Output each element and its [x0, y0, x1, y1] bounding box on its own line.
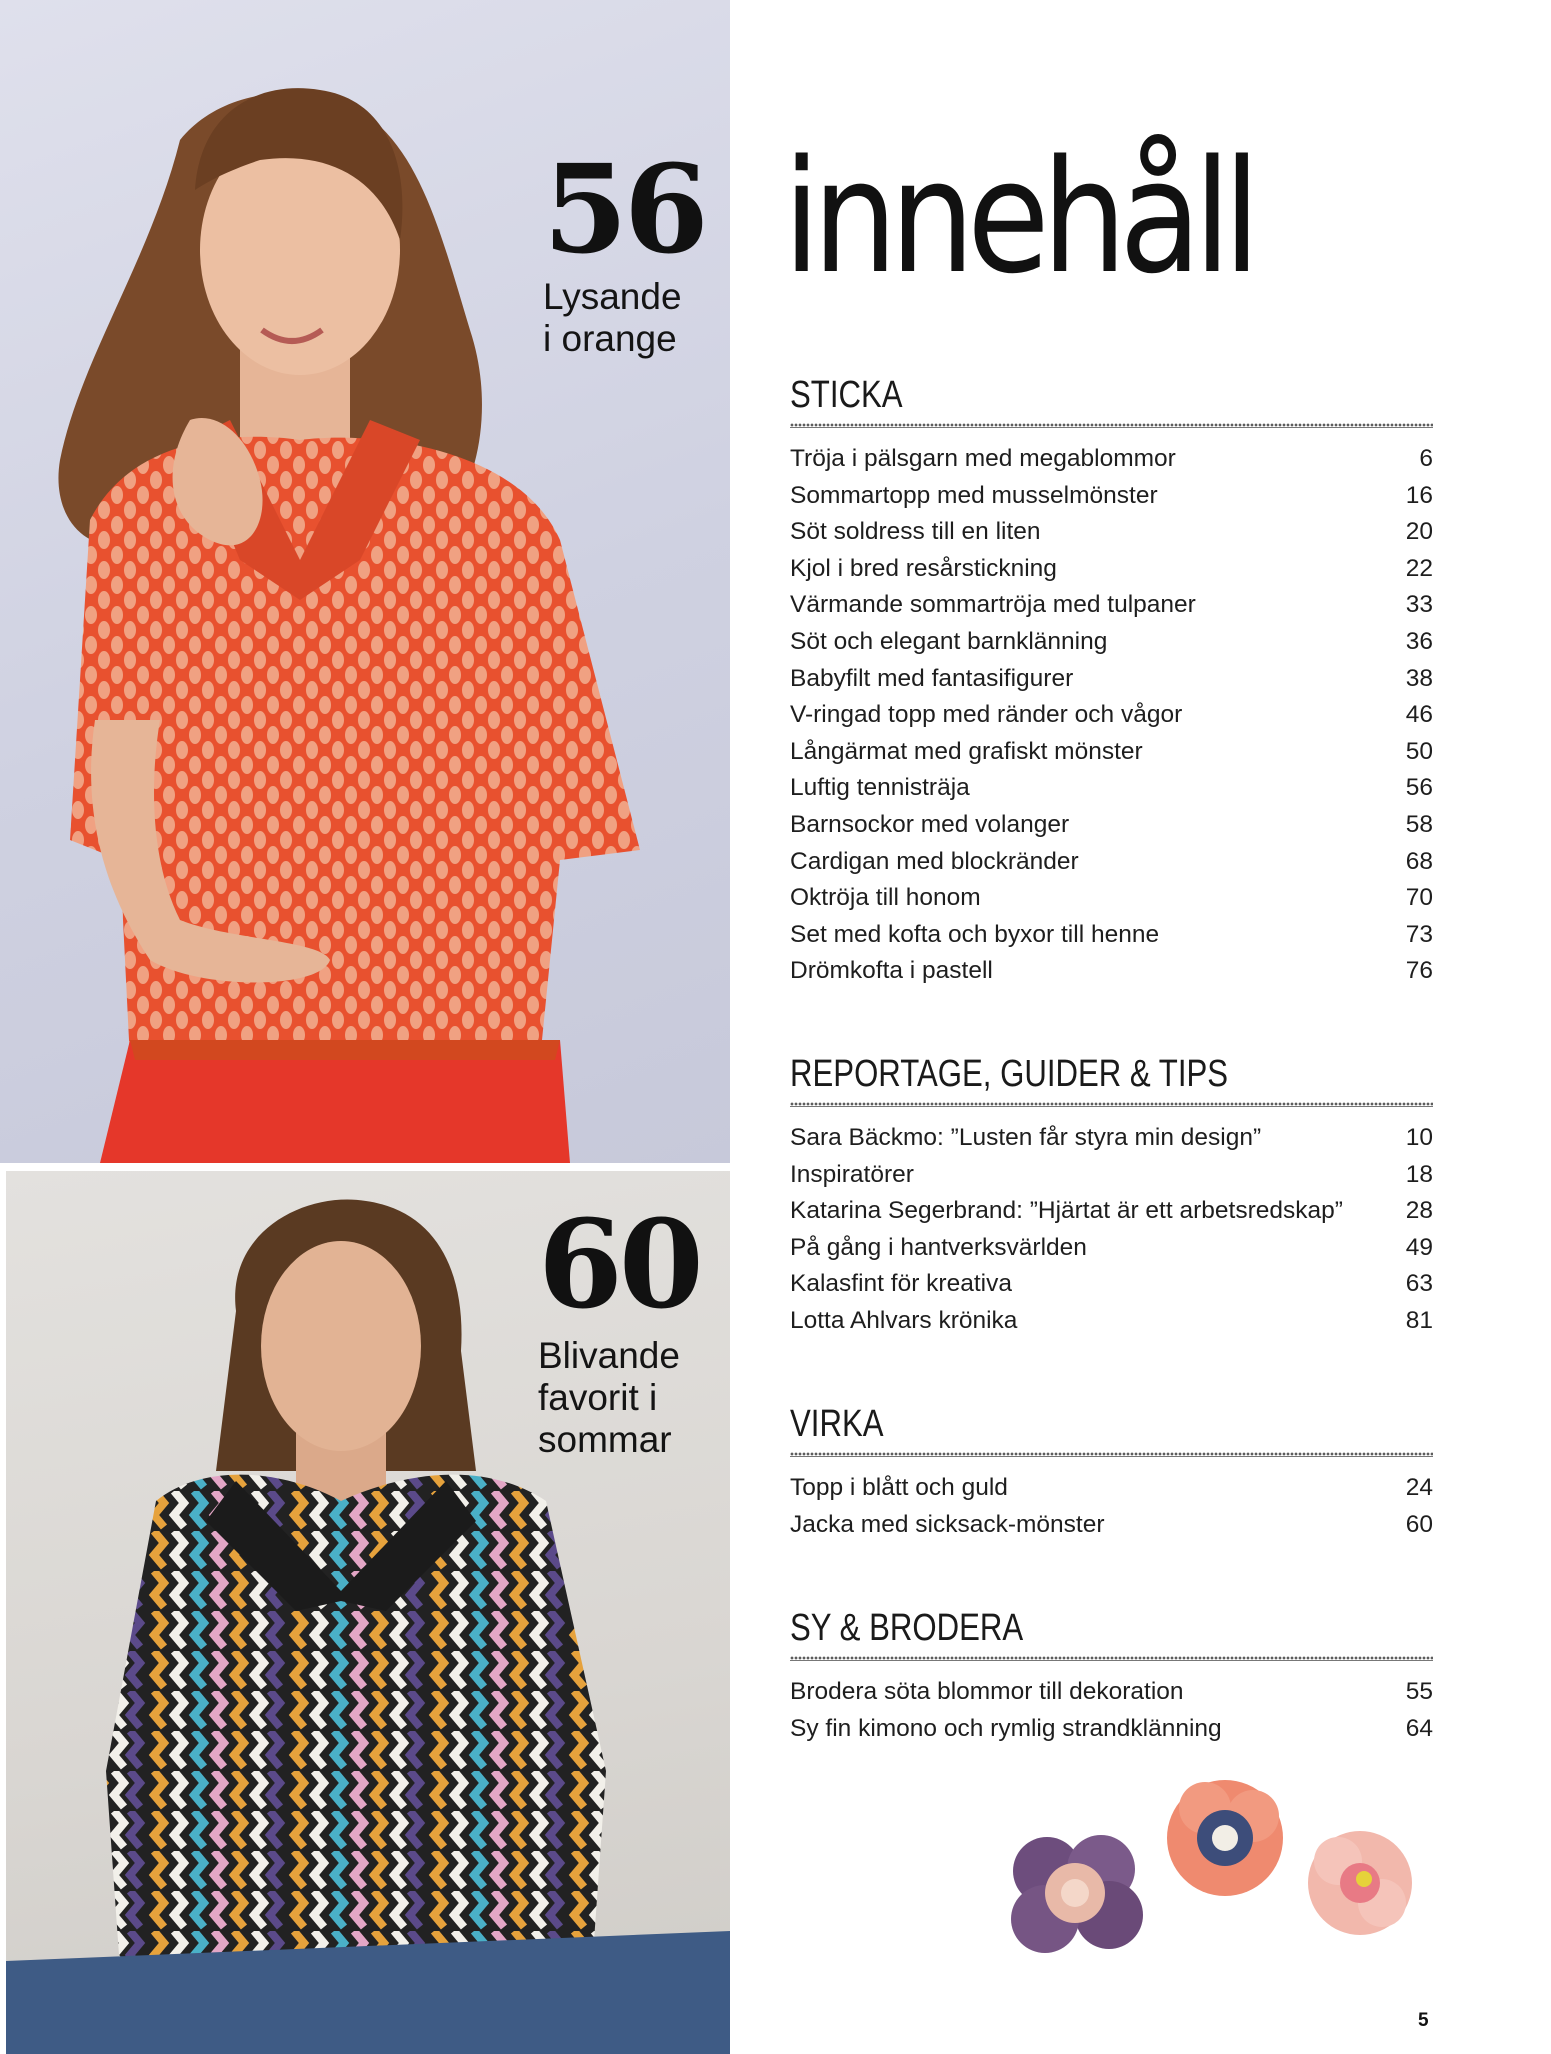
section-sticka [790, 374, 1433, 994]
entry-title: Sommartopp med musselmönster [790, 481, 1158, 509]
toc-entry[interactable] [790, 1270, 1433, 1307]
entry-title: Inspiratörer [790, 1160, 914, 1188]
entry-page: 6 [1419, 445, 1433, 472]
toc-entry[interactable] [790, 1474, 1433, 1511]
toc-entry[interactable] [790, 921, 1433, 958]
section-heading: VIRKA [790, 1403, 884, 1445]
entry-page: 22 [1405, 554, 1433, 582]
toc-entry[interactable] [790, 628, 1433, 665]
entry-page: 10 [1405, 1124, 1433, 1151]
toc-entry[interactable] [790, 445, 1433, 482]
entry-page: 16 [1405, 481, 1433, 509]
entry-title: På gång i hantverksvärlden [790, 1233, 1087, 1261]
entry-title: Luftig tennisträja [790, 774, 970, 802]
entry-title: Brodera söta blommor till dekoration [790, 1678, 1184, 1705]
section-virka [790, 1403, 1433, 1547]
toc-entry[interactable] [790, 1715, 1433, 1752]
entry-title: Katarina Segerbrand: ”Hjärtat är ett arbetsredskap” [790, 1197, 1343, 1225]
section-heading: REPORTAGE, GUIDER & TIPS [790, 1053, 1229, 1095]
entry-page: 24 [1405, 1474, 1433, 1501]
entry-page: 70 [1405, 884, 1433, 912]
toc-entry[interactable] [790, 1197, 1433, 1234]
entry-title: Långärmat med grafiskt mönster [790, 737, 1143, 765]
entry-title: Tröja i pälsgarn med megablommor [790, 445, 1176, 472]
entry-title: Sy fin kimono och rymlig strandklänning [790, 1714, 1222, 1742]
toc-entry[interactable] [790, 518, 1433, 555]
section-reportage [790, 1053, 1433, 1344]
feature-60 [538, 1192, 700, 1462]
page-title: innehåll [783, 126, 1253, 308]
entry-page: 58 [1405, 810, 1433, 838]
dotted-divider [790, 422, 1433, 428]
entry-title: Lotta Ahlvars krönika [790, 1306, 1018, 1334]
toc-entry[interactable] [790, 848, 1433, 885]
dotted-divider [790, 1655, 1433, 1661]
entry-page: 18 [1405, 1160, 1433, 1188]
dotted-divider [790, 1101, 1433, 1107]
entry-title: V-ringad topp med ränder och vågor [790, 701, 1183, 729]
toc-entry[interactable] [790, 1234, 1433, 1271]
entry-page: 56 [1405, 774, 1433, 802]
entry-page: 33 [1405, 591, 1433, 619]
entry-title: Barnsockor med volanger [790, 810, 1070, 838]
toc-entry[interactable] [790, 665, 1433, 702]
embroidered-flowers-image [995, 1778, 1435, 1978]
section-heading: STICKA [790, 374, 903, 416]
toc-entry[interactable] [790, 811, 1433, 848]
feature-caption: Blivande favorit i sommar [538, 1335, 680, 1461]
feature-caption: Lysande i orange [543, 276, 682, 360]
toc-entry[interactable] [790, 1678, 1433, 1715]
entry-page: 55 [1405, 1678, 1433, 1705]
entry-page: 20 [1405, 518, 1433, 546]
toc-entry[interactable] [790, 555, 1433, 592]
entry-page: 63 [1405, 1270, 1433, 1298]
entry-page: 28 [1405, 1197, 1433, 1225]
entry-title: Drömkofta i pastell [790, 957, 993, 985]
toc-entry[interactable] [790, 591, 1433, 628]
toc-list [790, 1678, 1433, 1751]
section-heading: SY & BRODERA [790, 1607, 1024, 1649]
entry-title: Söt och elegant barnklänning [790, 627, 1108, 655]
toc-entry[interactable] [790, 1124, 1433, 1161]
entry-page: 73 [1405, 920, 1433, 948]
feature-56 [543, 137, 705, 360]
entry-title: Värmande sommartröja med tulpaner [790, 591, 1196, 619]
entry-page: 60 [1405, 1510, 1433, 1538]
dotted-divider [790, 1451, 1433, 1457]
toc-entry[interactable] [790, 482, 1433, 519]
entry-page: 50 [1405, 737, 1433, 765]
entry-title: Jacka med sicksack-mönster [790, 1510, 1105, 1538]
feature-page-number: 60 [538, 1192, 700, 1336]
entry-title: Sara Bäckmo: ”Lusten får styra min design” [790, 1124, 1262, 1151]
feature-page-number: 56 [543, 137, 705, 281]
toc-entry[interactable] [790, 957, 1433, 994]
entry-page: 36 [1405, 627, 1433, 655]
toc-entry[interactable] [790, 738, 1433, 775]
entry-title: Set med kofta och byxor till henne [790, 920, 1160, 948]
entry-title: Topp i blått och guld [790, 1474, 1008, 1501]
entry-page: 49 [1405, 1233, 1433, 1261]
entry-page: 64 [1405, 1714, 1433, 1742]
toc-entry[interactable] [790, 1161, 1433, 1198]
toc-entry[interactable] [790, 884, 1433, 921]
entry-title: Kalasfint för kreativa [790, 1270, 1012, 1298]
entry-title: Söt soldress till en liten [790, 518, 1041, 546]
entry-page: 76 [1405, 957, 1433, 985]
toc-entry[interactable] [790, 774, 1433, 811]
entry-title: Oktröja till honom [790, 884, 981, 912]
entry-page: 38 [1405, 664, 1433, 692]
page-number: 5 [1418, 2010, 1429, 2031]
toc-entry[interactable] [790, 701, 1433, 738]
entry-title: Babyfilt med fantasifigurer [790, 664, 1074, 692]
entry-page: 46 [1405, 701, 1433, 729]
entry-title: Kjol i bred resårstickning [790, 554, 1057, 582]
entry-title: Cardigan med blockränder [790, 847, 1079, 875]
entry-page: 68 [1405, 847, 1433, 875]
toc-entry[interactable] [790, 1307, 1433, 1344]
toc-entry[interactable] [790, 1511, 1433, 1548]
entry-page: 81 [1405, 1306, 1433, 1334]
toc-list [790, 445, 1433, 994]
toc-list [790, 1124, 1433, 1344]
toc-list [790, 1474, 1433, 1547]
section-sy-brodera [790, 1607, 1433, 1751]
